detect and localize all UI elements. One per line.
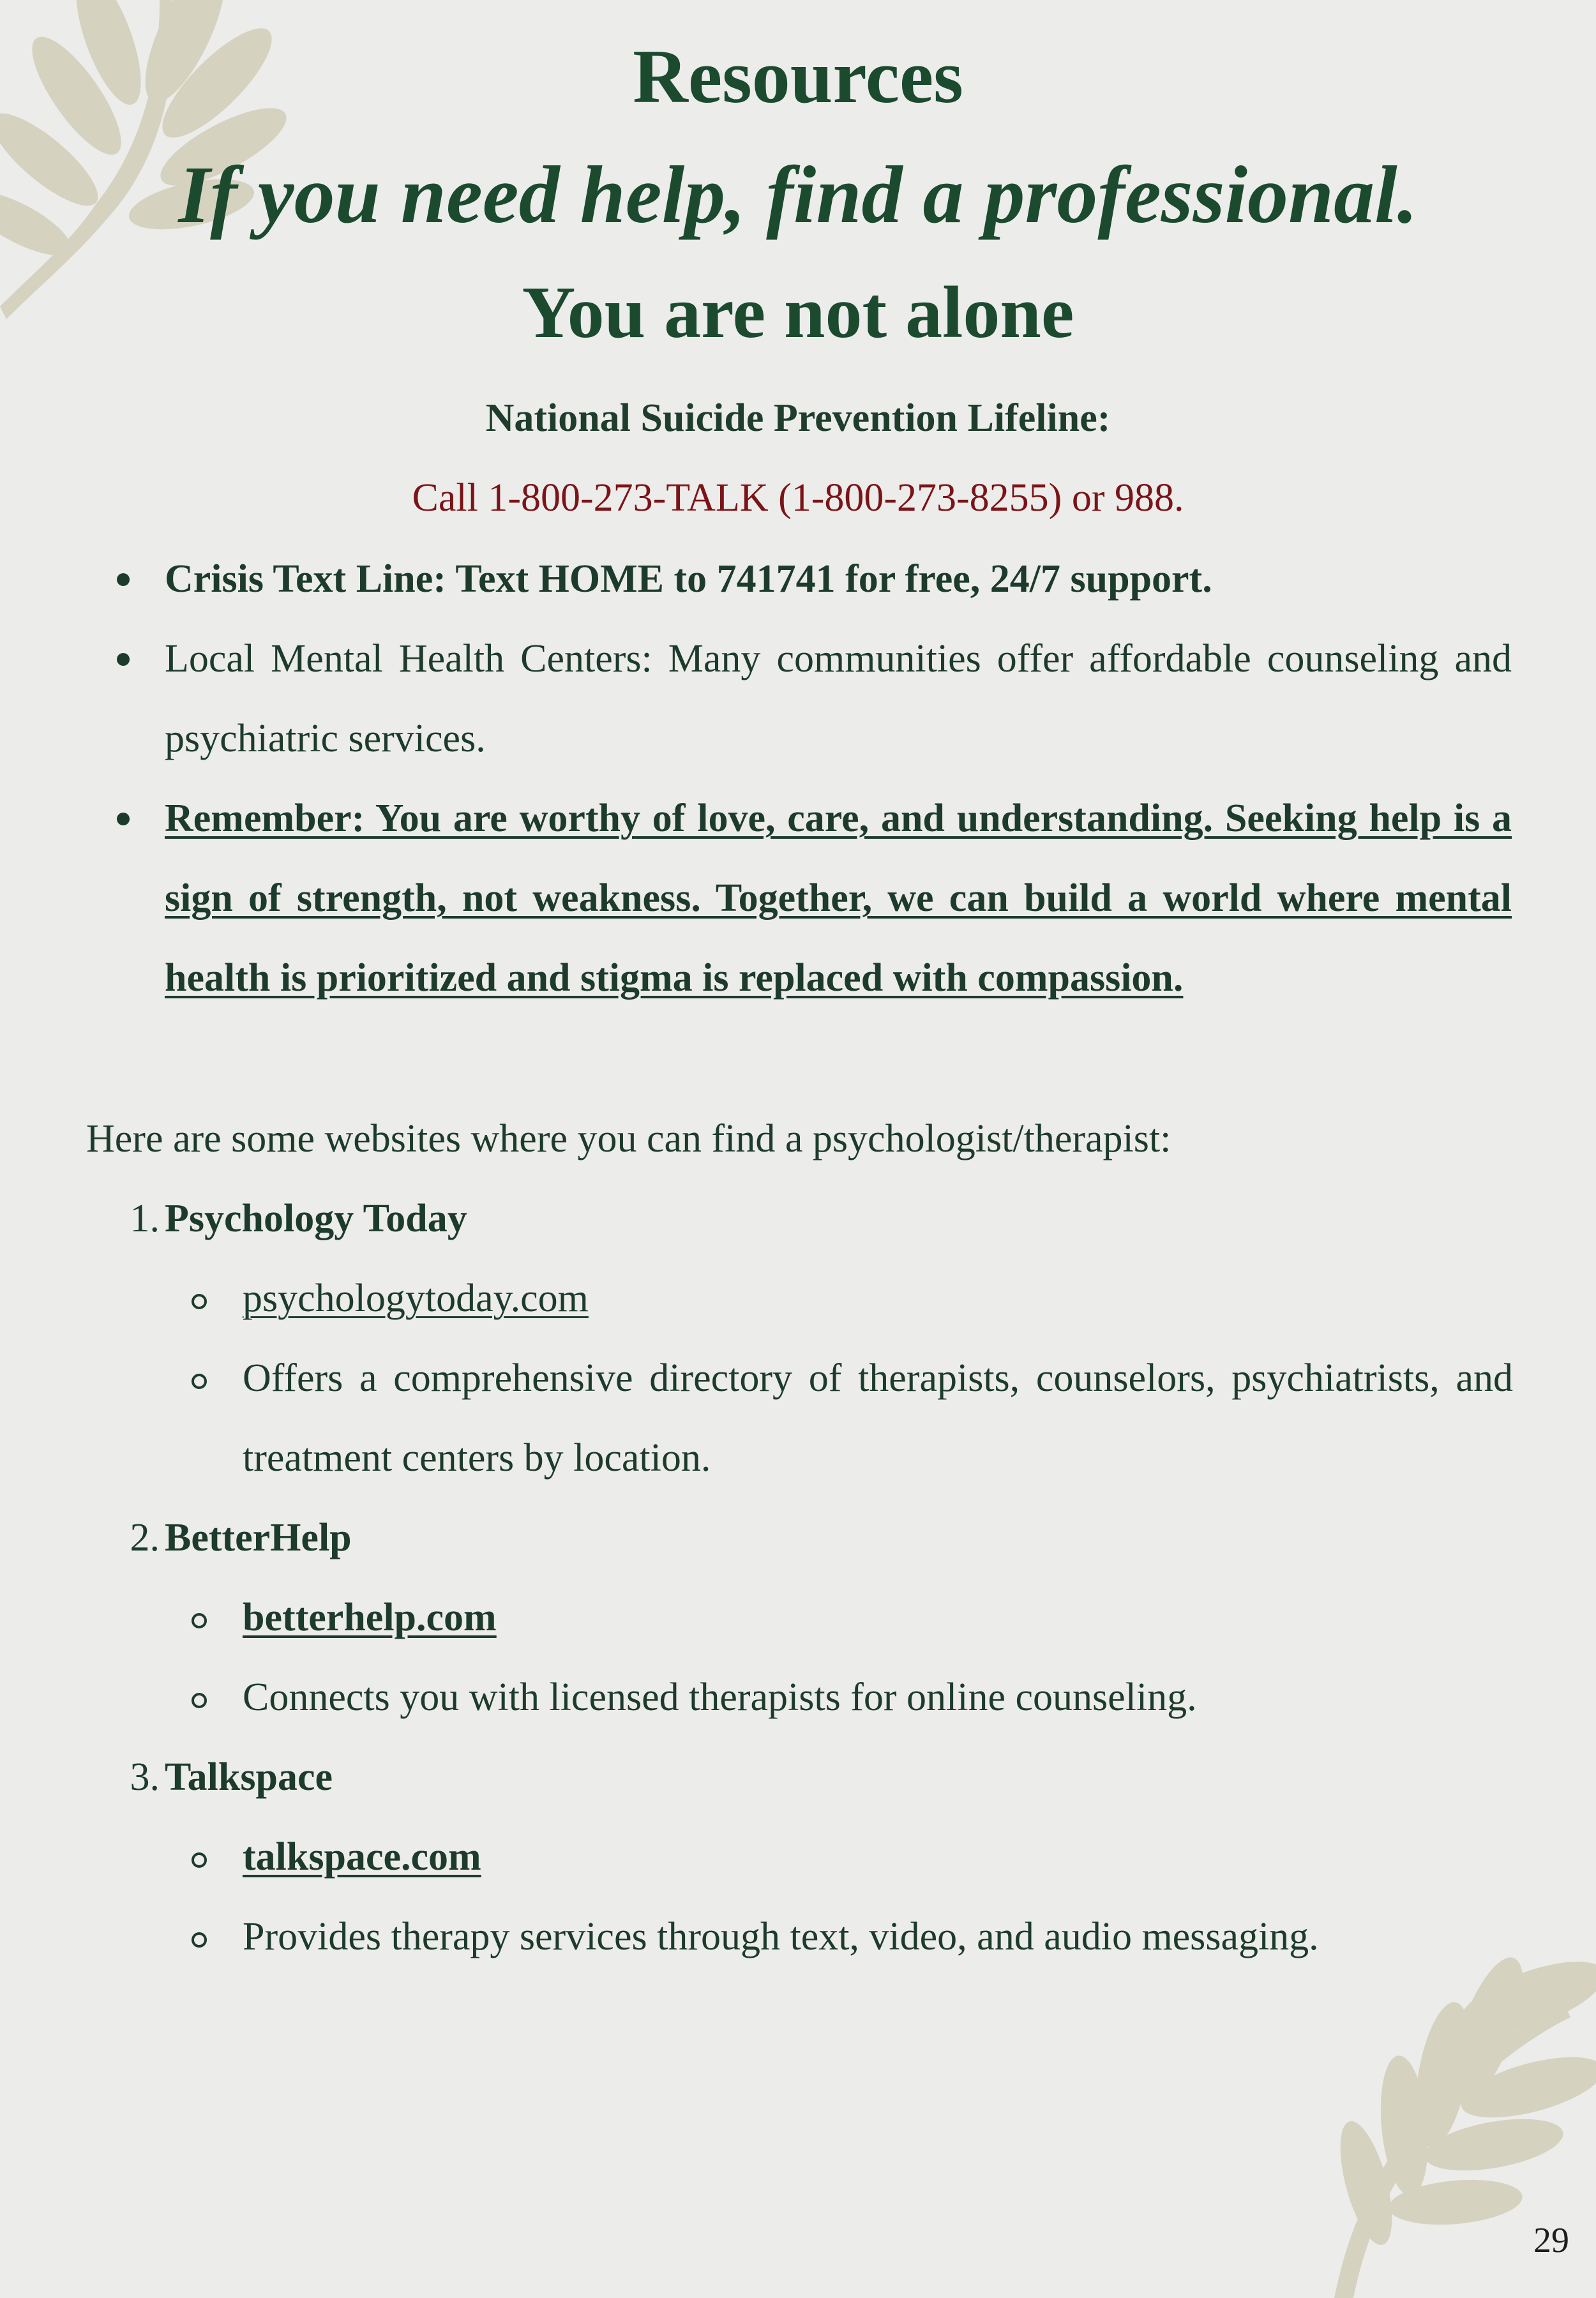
psychologytoday-link[interactable]: psychologytoday.com	[243, 1277, 589, 1320]
list-number: 2.	[130, 1516, 160, 1559]
website-name-talkspace: Talkspace	[165, 1755, 333, 1799]
circle-bullet-icon	[192, 1294, 207, 1309]
websites-intro: Here are some websites where you can find a psychologist/therapist:	[86, 1117, 1171, 1160]
list-number: 1.	[130, 1197, 160, 1240]
betterhelp-description: Connects you with licensed therapists for online counseling.	[243, 1676, 1197, 1719]
circle-bullet-icon	[192, 1852, 207, 1868]
bullet-dot-icon	[117, 573, 130, 586]
bullet-dot-icon	[117, 813, 130, 825]
bullet-remember: Remember: You are worthy of love, care, and understanding. Seeking help is a sign of strength, not weakness. Together, we can build a world where mental health is prioritized and stigma is replaced with compassion.	[165, 797, 1512, 1000]
bullet-local-centers: Local Mental Health Centers: Many communities offer affordable counseling and psychiatric services.	[165, 637, 1512, 760]
page-subtitle: If you need help, find a professional.	[178, 149, 1418, 240]
page-number: 29	[1533, 2221, 1569, 2260]
bullet-dot-icon	[117, 653, 130, 666]
talkspace-link[interactable]: talkspace.com	[243, 1835, 481, 1879]
circle-bullet-icon	[192, 1374, 207, 1389]
circle-bullet-icon	[192, 1693, 207, 1708]
psychologytoday-description: Offers a comprehensive directory of therapists, counselors, psychiatrists, and treatment centers by location.	[243, 1356, 1513, 1480]
page-tagline: You are not alone	[522, 272, 1074, 354]
circle-bullet-icon	[192, 1613, 207, 1628]
website-name-betterhelp: BetterHelp	[165, 1516, 352, 1559]
list-number: 3.	[130, 1755, 160, 1799]
circle-bullet-icon	[192, 1932, 207, 1948]
website-name-psychology-today: Psychology Today	[165, 1197, 467, 1240]
page-title: Resources	[633, 34, 963, 119]
bullet-crisis-text-line: Crisis Text Line: Text HOME to 741741 for free, 24/7 support.	[165, 557, 1212, 601]
talkspace-description: Provides therapy services through text, video, and audio messaging.	[243, 1915, 1319, 1958]
lifeline-call: Call 1-800-273-TALK (1-800-273-8255) or 988.	[412, 476, 1184, 520]
lifeline-title: National Suicide Prevention Lifeline:	[485, 396, 1111, 440]
betterhelp-link[interactable]: betterhelp.com	[243, 1596, 497, 1639]
